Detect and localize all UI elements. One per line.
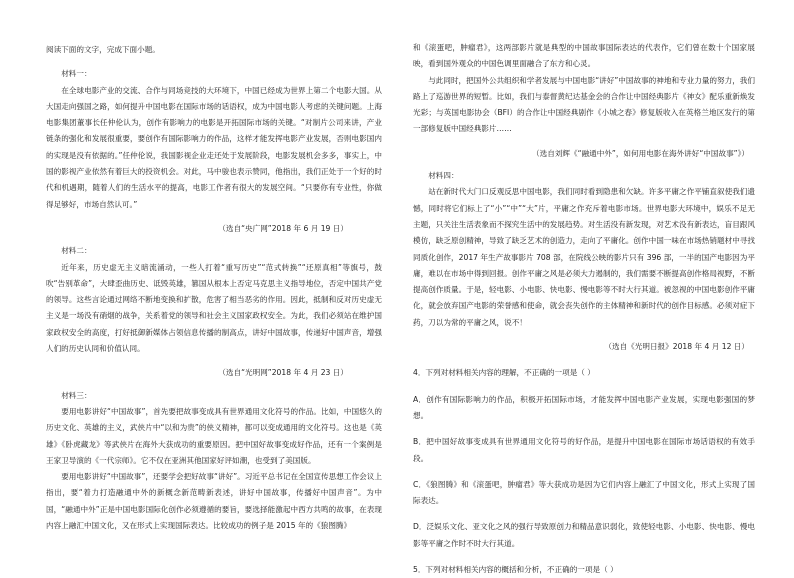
question-4: 4．下列对材料相关内容的理解，不正确的一项是（ ） xyxy=(413,368,595,378)
instructions: 阅读下面的文字，完成下面小题。 xyxy=(46,45,160,54)
question-5: 5．下列对材料相关内容的概括和分析，不正确的一项是（ ） xyxy=(413,565,618,575)
right-column xyxy=(413,40,755,578)
material-2-label: 材料二： xyxy=(61,246,92,256)
material-3-source: （选自刘辉《“融通中外”，如何用电影在海外讲好“中国故事”》） xyxy=(532,148,749,158)
material-3-label: 材料三： xyxy=(61,390,92,400)
material-4-source: （选自《光明日报》2018 年 4 月 12 日） xyxy=(604,342,749,352)
material-4-label: 材料四： xyxy=(428,171,459,181)
material-1-source: （选自“央广网”2018 年 6 月 19 日） xyxy=(218,223,348,233)
material-3-text-2: 要用电影讲好“中国故事”，还要学会把好故事“讲好”。习近平总书记在全国宣传思想工作会议上指出，要“着力打造融通中外的新概念新范畴新表述，讲好中国故事，传播好中国声音”。为中国，“融通中外”正是中国电影国际化创作必须遵循的要旨，要选择能激起中西方共鸣的故事，在表现内容上融汇中国文化，又在形式上实现国际表达。比较成功的例子是 2015 年的《狼图腾》 xyxy=(46,472,382,531)
question-4-option-c: C．《狼图腾》和《滚蛋吧，肿瘤君》等大获成功是因为它们内容上融汇了中国文化，形式上实现了国际表达。 xyxy=(413,479,755,506)
material-1-text: 在全球电影产业的交流、合作与同场竞技的大环境下，中国已经成为世界上第二个电影大国。从大国走向强国之路，如何提升中国电影在国际市场的话语权，成为中国电影人考虑的关键问题。上海电影集团董事长任仲伦认为，创作有影响力的电影是开拓国际市场的关键。“对制片公司来讲，产业链条的强化和发展很重要，要创作有国际影响力的作品，这样才能发挥电影产业发展，否则电影国内的实现是没有依据的。”任仲伦说，我国影视企业走还处于发展阶段，电影发展机会多多，事实上，中国的影视产业依然有着巨大的投资机会。对此，马中骏也表示赞同，他指出，我们正处于一个好的时代和机遇期，随着人们的生活水平的提高，电影工作者有很大的发展空间。“只要你有专业性，你做得足够好，市场自然认可。” xyxy=(46,85,382,209)
material-3-text-3: 与此同时，把国外公共组织和学者发展与中国电影“讲好”中国故事的神地和专业力量的努力，我们路上了巡游世界的短暂。比如，我们与泰督黄纪达基金会的合作让中国经典影片《神女》配乐重新焕发光彩；与英国电影协会（BFI）的合作让中国经典剧作《小城之春》修复版收入在英格兰地区发行的第一部修复版中国经典影片…… xyxy=(413,75,755,134)
material-3-text-1: 要用电影讲好“中国故事”，首先要把故事变成具有世界通用文化符号的作品。比如，中国悠久的历史文化、英雄的主义，武侠片中“以和为贵”的侠义精神，都可以变成通用的文化符号。这也是《英雄》《卧虎藏龙》等武侠片在海外大获成功的重要原因。把中国好故事变成好作品，还有一个案例是王家卫导演的《一代宗师》。它不仅在亚洲其他国家好评如潮，也受到了美国版。 xyxy=(46,406,382,465)
material-2-source: （选自“光明网”2018 年 4 月 23 日） xyxy=(218,368,348,378)
material-4-text: 站在新时代大门口反观反思中国电影，我们同时看到隐患和欠缺。许多平庸之作平铺直叙使我们遗憾，同时将它们标上了“小”“中”“大”片，平庸之作充斥着电影市场。世界电影大环境中，娱乐不足无主题，只关注生活表象而不探究生活中的发展趋势。对生活没有新发现，对艺术没有新表达，盲目跟风模仿，缺乏原创精神，导致了缺乏艺术的创造力，走向了平庸化。创作中国一味在市场热销题材中寻找同质化创作，2017 年生产故事影片 708 部，在院线公映的影片只有 396 部，一半的国产电影因为平庸，难以在市场中得到回报。创作平庸之风是必须大力遏制的，我们需要不断提高创作格局视野，不断提高创作质量。于是，轻电影、小电影、快电影、慢电影等不时大行其道。被忽视的中国电影创作平庸化，就会放弃国产电影的荣誉感和使命，就会丧失创作的主体精神和新时代的创作目标感。必须对症下药，刀以为常的平庸之风，说不！ xyxy=(413,187,755,327)
question-4-option-d: D．泛娱乐文化、亚文化之风的强行导致原创力和精品意识弱化，致使轻电影、小电影、快电影、慢电影等平庸之作时不时大行其道。 xyxy=(413,522,755,548)
material-3-continued: 和《滚蛋吧，肿瘤君》，这两部影片就是典型的中国故事国际表达的代表作，它们曾在数十个国家展映，看到国外观众的中国色调里面融合了东方和心灵。 xyxy=(413,43,755,69)
left-column xyxy=(46,42,382,534)
material-1-label: 材料一： xyxy=(61,69,92,79)
material-2-text: 近年来，历史虚无主义暗流涌动，一些人打着“重写历史”“范式转换”“还原真相”等旗号，鼓吹“告别革命”，大肆歪曲历史、诋毁英雄，篡国从根本上否定马克思主义指导地位，否定中国共产党的领导。这些言论通过网络不断地变换和扩散，危害了相当恶劣的作用。因此，抵制和反对历史虚无主义是一场没有硝烟的战争，关系着党的领导和社会主义国家政权安全。为此，我们必须站在维护国家政权安全的高度，打好抵御新媒体占领信息传播的制高点，讲好中国故事，传递好中国声音，增强人们的历史认同和价值认同。 xyxy=(46,262,382,354)
question-4-option-a: A．创作有国际影响力的作品，积极开拓国际市场，才能发挥中国电影产业发展，实现电影强国的梦想。 xyxy=(413,394,755,420)
question-4-option-b: B．把中国好故事变成具有世界通用文化符号的好作品，是提升中国电影在国际市场话语权的有效手段。 xyxy=(413,437,755,463)
